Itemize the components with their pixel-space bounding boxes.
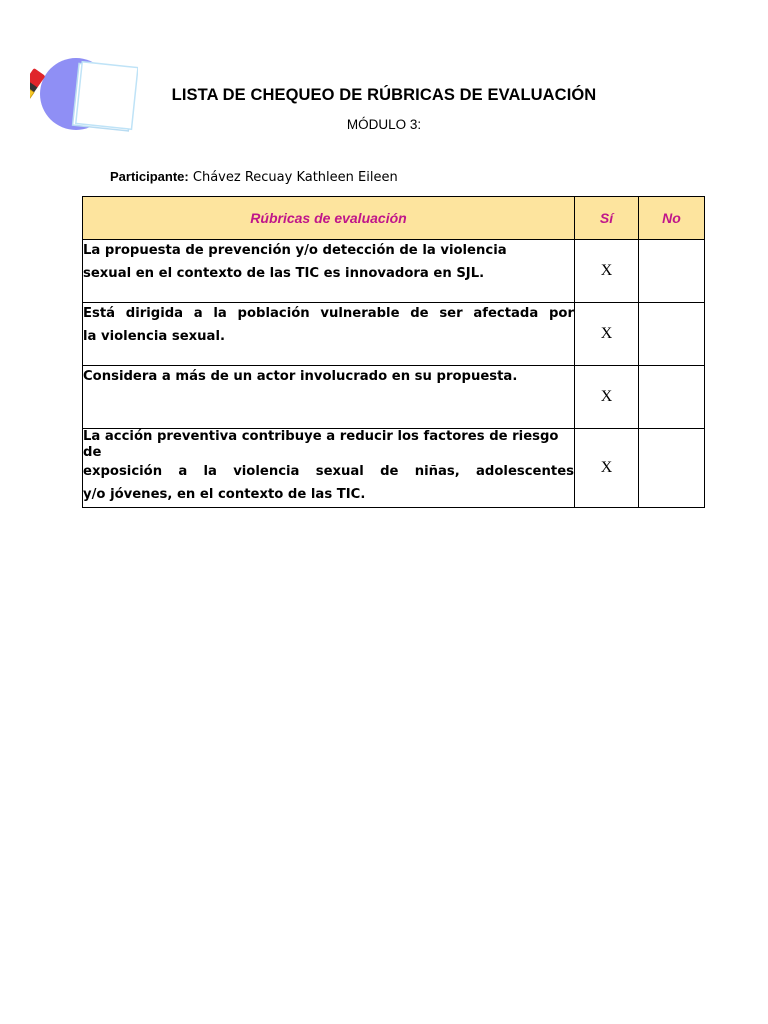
no-mark [639,429,705,508]
yes-mark: X [575,240,639,303]
table-row [83,366,705,429]
criterion-cell [83,429,575,508]
criterion-line: sexual en el contexto de las TIC es innovadora en SJL. [83,265,485,281]
criterion-line: la violencia sexual. [83,328,225,344]
module-subtitle: MÓDULO 3: [346,117,422,132]
criterion-line: Considera a más de un actor involucrado en su propuesta. [83,369,518,384]
table-header-row [83,197,705,240]
participant-label: Participante: [110,169,189,184]
table-row [83,303,705,366]
table-row [83,240,705,303]
rubric-table [82,196,705,508]
criterion-line: Está dirigida a la población vulnerable de ser afectada por [83,306,574,321]
yes-mark: X [575,366,639,429]
criterion-cell [83,303,575,366]
participant-name: Chávez Recuay Kathleen Eileen [192,170,398,185]
header-no: No [639,197,705,240]
no-mark [639,366,705,429]
criterion-line: exposición a la violencia sexual de niñas, adolescentes [83,464,574,479]
page-title [0,86,768,105]
criterion-line: La acción preventiva contribuye a reducir los factores de riesgo de [83,429,559,460]
criterion-line: La propuesta de prevención y/o detección de la violencia [83,243,507,258]
no-mark [639,303,705,366]
no-mark [639,240,705,303]
table-row [83,429,705,508]
header-criteria: Rúbricas de evaluación [83,197,575,240]
criterion-cell [83,366,575,429]
yes-mark: X [575,429,639,508]
yes-mark: X [575,303,639,366]
criterion-line: y/o jóvenes, en el contexto de las TIC. [83,486,366,502]
page-title-text: LISTA DE CHEQUEO DE RÚBRICAS DE EVALUACIÓN [171,86,597,104]
header-yes: Sí [575,197,639,240]
participant-line [110,169,398,185]
criterion-cell [83,240,575,303]
